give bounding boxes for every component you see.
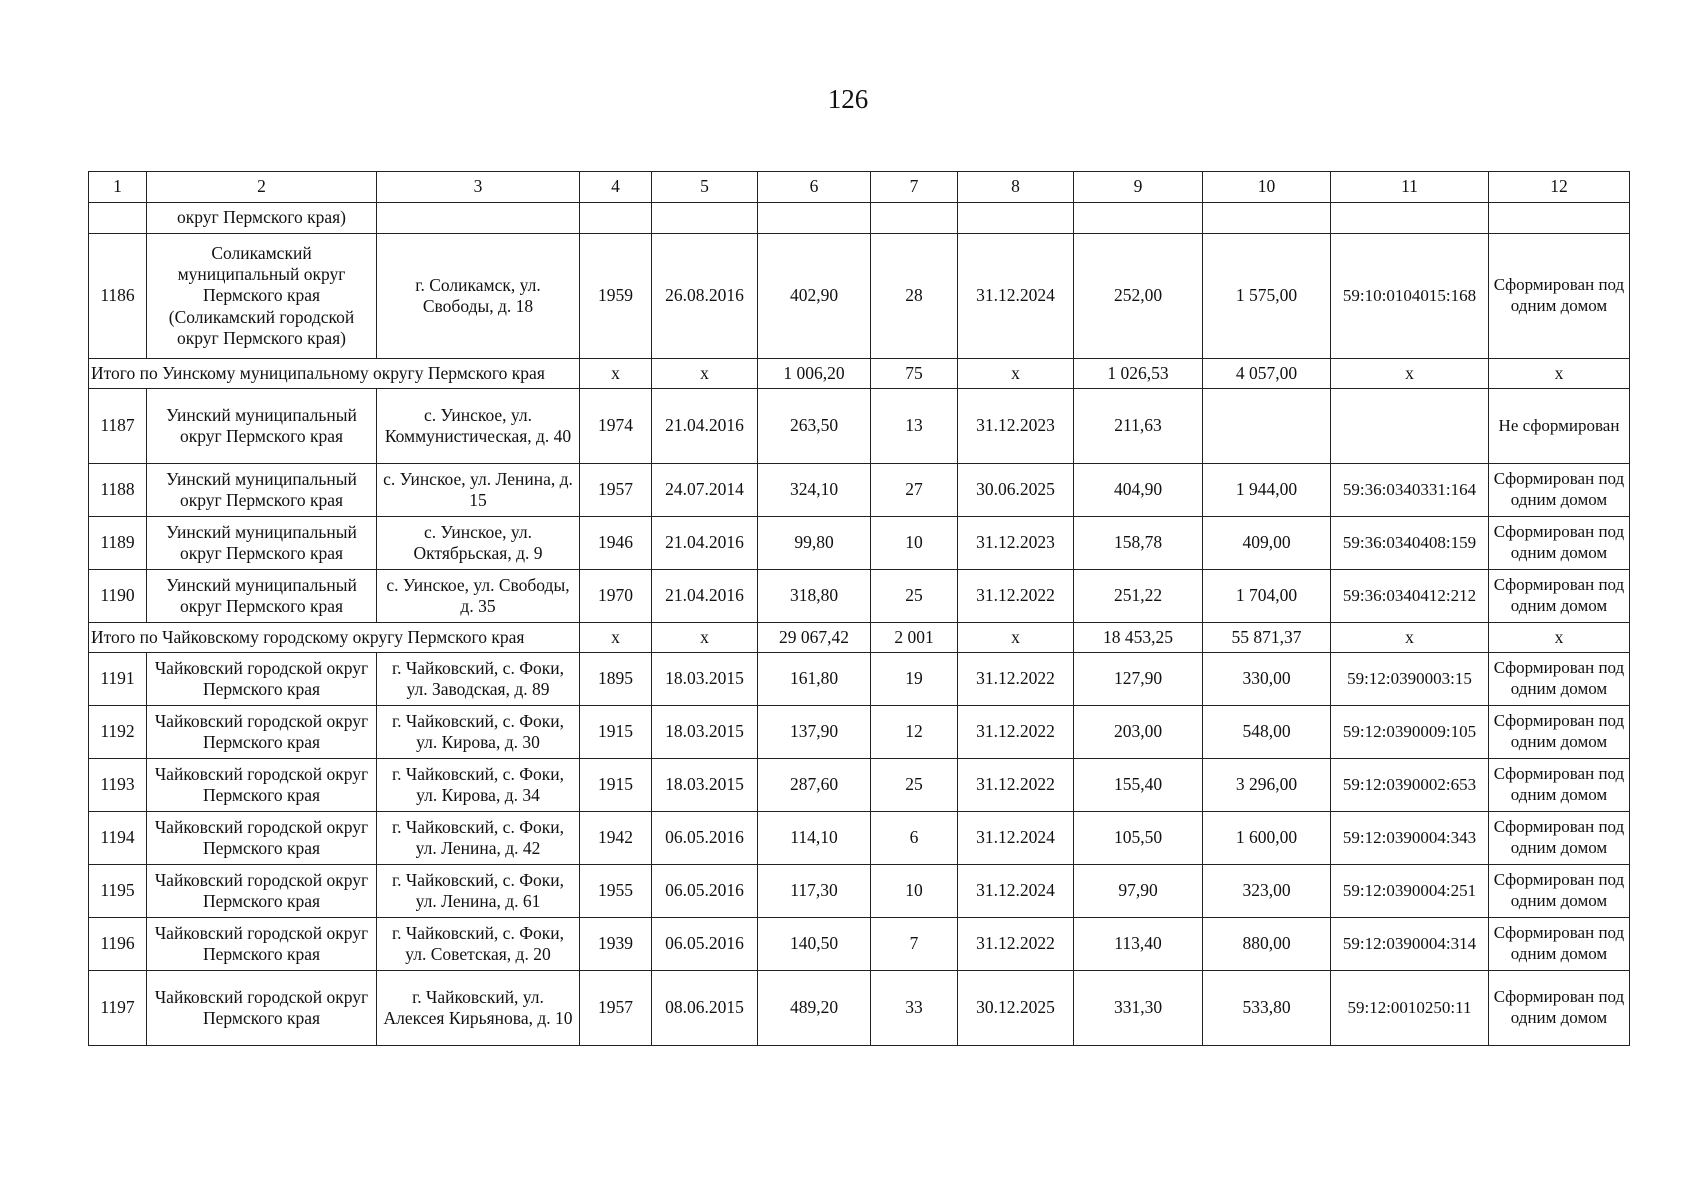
- cell-status: Сформирован под одним домом: [1489, 812, 1630, 865]
- cell-area2: 113,40: [1074, 918, 1203, 971]
- cell-year: 1915: [580, 759, 652, 812]
- cell-cadastral: 59:12:0010250:11: [1331, 971, 1489, 1046]
- cell-deadline: 31.12.2024: [958, 865, 1074, 918]
- cell-residents: 27: [871, 464, 958, 517]
- cell-area: 402,90: [758, 234, 871, 359]
- cell-municipality: Чайковский городской округ Пермского края: [147, 706, 377, 759]
- column-number-header-row: [89, 172, 1630, 203]
- cell-date: 06.05.2016: [652, 812, 758, 865]
- cell-year: 1946: [580, 517, 652, 570]
- cell-number: 1197: [89, 971, 147, 1046]
- cell-deadline: 31.12.2024: [958, 812, 1074, 865]
- cell-date: 21.04.2016: [652, 570, 758, 623]
- cell-municipality: Чайковский городской округ Пермского края: [147, 653, 377, 706]
- cell-status: Не сформирован: [1489, 389, 1630, 464]
- cell-number: 1193: [89, 759, 147, 812]
- table-row: [89, 759, 1630, 812]
- cell-address: с. Уинское, ул. Коммунистическая, д. 40: [377, 389, 580, 464]
- cell-land-area: 3 296,00: [1203, 759, 1331, 812]
- cell-land-area: 323,00: [1203, 865, 1331, 918]
- column-header: 7: [871, 172, 958, 203]
- table-row: [89, 653, 1630, 706]
- cell-area: 99,80: [758, 517, 871, 570]
- cell-number: 1186: [89, 234, 147, 359]
- cell-area2: 155,40: [1074, 759, 1203, 812]
- cell-area: 117,30: [758, 865, 871, 918]
- total-cell: x: [1489, 359, 1630, 389]
- total-cell: x: [580, 359, 652, 389]
- cell-address: с. Уинское, ул. Октябрьская, д. 9: [377, 517, 580, 570]
- cell-municipality: Чайковский городской округ Пермского края: [147, 812, 377, 865]
- cell-municipality: Соликамский муниципальный округ Пермского края (Соликамский городской округ Пермского края): [147, 234, 377, 359]
- table-row: [89, 706, 1630, 759]
- cell-date: 08.06.2015: [652, 971, 758, 1046]
- cell-empty: [958, 203, 1074, 234]
- cell-cadastral: 59:12:0390002:653: [1331, 759, 1489, 812]
- column-header: 4: [580, 172, 652, 203]
- cell-area: 161,80: [758, 653, 871, 706]
- cell-deadline: 30.12.2025: [958, 971, 1074, 1046]
- total-cell: 29 067,42: [758, 623, 871, 653]
- cell-number: 1189: [89, 517, 147, 570]
- cell-cadastral: 59:10:0104015:168: [1331, 234, 1489, 359]
- cell-land-area: 1 575,00: [1203, 234, 1331, 359]
- cell-area2: 158,78: [1074, 517, 1203, 570]
- cell-area2: 97,90: [1074, 865, 1203, 918]
- column-header: 3: [377, 172, 580, 203]
- column-header: 8: [958, 172, 1074, 203]
- cell-status: Сформирован под одним домом: [1489, 570, 1630, 623]
- cell-number: 1195: [89, 865, 147, 918]
- cell-address: г. Чайковский, с. Фоки, ул. Советская, д. 20: [377, 918, 580, 971]
- continuation-row: [89, 203, 1630, 234]
- table-row: [89, 865, 1630, 918]
- cell-status: Сформирован под одним домом: [1489, 653, 1630, 706]
- total-cell: x: [958, 359, 1074, 389]
- table-row: [89, 812, 1630, 865]
- cell-address: г. Чайковский, с. Фоки, ул. Заводская, д. 89: [377, 653, 580, 706]
- table-row: [89, 389, 1630, 464]
- cell-address: с. Уинское, ул. Свободы, д. 35: [377, 570, 580, 623]
- cell-residents: 25: [871, 759, 958, 812]
- cell-year: 1942: [580, 812, 652, 865]
- cell-municipality: Уинский муниципальный округ Пермского края: [147, 389, 377, 464]
- cell-address: г. Чайковский, ул. Алексея Кирьянова, д. 10: [377, 971, 580, 1046]
- cell-empty: [89, 203, 147, 234]
- cell-empty: [1074, 203, 1203, 234]
- cell-cadastral: 59:36:0340412:212: [1331, 570, 1489, 623]
- cell-year: 1915: [580, 706, 652, 759]
- total-cell: x: [958, 623, 1074, 653]
- column-header: 2: [147, 172, 377, 203]
- cell-status: Сформирован под одним домом: [1489, 517, 1630, 570]
- cell-deadline: 31.12.2022: [958, 759, 1074, 812]
- cell-land-area: 880,00: [1203, 918, 1331, 971]
- cell-year: 1895: [580, 653, 652, 706]
- cell-residents: 13: [871, 389, 958, 464]
- cell-land-area: 548,00: [1203, 706, 1331, 759]
- cell-area: 287,60: [758, 759, 871, 812]
- cell-area2: 404,90: [1074, 464, 1203, 517]
- cell-year: 1974: [580, 389, 652, 464]
- cell-year: 1957: [580, 971, 652, 1046]
- cell-date: 21.04.2016: [652, 517, 758, 570]
- cell-number: 1191: [89, 653, 147, 706]
- cell-status: Сформирован под одним домом: [1489, 971, 1630, 1046]
- cell-empty: [652, 203, 758, 234]
- cell-land-area: 409,00: [1203, 517, 1331, 570]
- cell-area: 318,80: [758, 570, 871, 623]
- housing-registry-table: [88, 171, 1630, 1046]
- cell-status: Сформирован под одним домом: [1489, 464, 1630, 517]
- total-row: [89, 359, 1630, 389]
- cell-cadastral: [1331, 389, 1489, 464]
- cell-date: 26.08.2016: [652, 234, 758, 359]
- cell-residents: 10: [871, 865, 958, 918]
- total-row: [89, 623, 1630, 653]
- cell-cadastral: 59:12:0390004:314: [1331, 918, 1489, 971]
- cell-number: 1192: [89, 706, 147, 759]
- column-header: 10: [1203, 172, 1331, 203]
- column-header: 11: [1331, 172, 1489, 203]
- cell-year: 1959: [580, 234, 652, 359]
- cell-cadastral: 59:36:0340408:159: [1331, 517, 1489, 570]
- cell-year: 1939: [580, 918, 652, 971]
- column-header: 12: [1489, 172, 1630, 203]
- cell-empty: [871, 203, 958, 234]
- cell-deadline: 31.12.2024: [958, 234, 1074, 359]
- cell-municipality: Уинский муниципальный округ Пермского края: [147, 464, 377, 517]
- cell-area: 137,90: [758, 706, 871, 759]
- cell-area2: 331,30: [1074, 971, 1203, 1046]
- cell-deadline: 30.06.2025: [958, 464, 1074, 517]
- cell-address: г. Чайковский, с. Фоки, ул. Ленина, д. 42: [377, 812, 580, 865]
- cell-deadline: 31.12.2023: [958, 389, 1074, 464]
- total-cell: 75: [871, 359, 958, 389]
- cell-status: Сформирован под одним домом: [1489, 234, 1630, 359]
- total-cell: x: [1489, 623, 1630, 653]
- cell-empty: [580, 203, 652, 234]
- total-cell: x: [1331, 359, 1489, 389]
- cell-date: 18.03.2015: [652, 706, 758, 759]
- cell-area2: 211,63: [1074, 389, 1203, 464]
- cell-residents: 25: [871, 570, 958, 623]
- cell-date: 21.04.2016: [652, 389, 758, 464]
- cell-municipality: Чайковский городской округ Пермского края: [147, 918, 377, 971]
- cell-number: 1196: [89, 918, 147, 971]
- cell-area: 324,10: [758, 464, 871, 517]
- cell-year: 1970: [580, 570, 652, 623]
- cell-area2: 105,50: [1074, 812, 1203, 865]
- cell-number: 1190: [89, 570, 147, 623]
- cell-cadastral: 59:12:0390004:343: [1331, 812, 1489, 865]
- cell-year: 1957: [580, 464, 652, 517]
- cell-residents: 33: [871, 971, 958, 1046]
- cell-municipality: Чайковский городской округ Пермского края: [147, 759, 377, 812]
- cell-year: 1955: [580, 865, 652, 918]
- cell-number: 1188: [89, 464, 147, 517]
- total-cell: 1 006,20: [758, 359, 871, 389]
- cell-cadastral: 59:12:0390009:105: [1331, 706, 1489, 759]
- cell-deadline: 31.12.2023: [958, 517, 1074, 570]
- column-header: 6: [758, 172, 871, 203]
- cell-land-area: [1203, 389, 1331, 464]
- cell-municipality: Уинский муниципальный округ Пермского края: [147, 517, 377, 570]
- cell-residents: 7: [871, 918, 958, 971]
- cell-area2: 203,00: [1074, 706, 1203, 759]
- cell-status: Сформирован под одним домом: [1489, 918, 1630, 971]
- cell-residents: 28: [871, 234, 958, 359]
- cell-empty: [758, 203, 871, 234]
- cell-number: 1194: [89, 812, 147, 865]
- column-header: 9: [1074, 172, 1203, 203]
- cell-residents: 12: [871, 706, 958, 759]
- cell-date: 06.05.2016: [652, 918, 758, 971]
- cell-empty: [1489, 203, 1630, 234]
- column-header: 1: [89, 172, 147, 203]
- total-cell: 2 001: [871, 623, 958, 653]
- cell-area2: 251,22: [1074, 570, 1203, 623]
- cell-area: 140,50: [758, 918, 871, 971]
- cell-residents: 19: [871, 653, 958, 706]
- cell-status: Сформирован под одним домом: [1489, 865, 1630, 918]
- cell-land-area: 533,80: [1203, 971, 1331, 1046]
- cell-empty: [1203, 203, 1331, 234]
- page-number: 126: [827, 84, 869, 114]
- cell-address: г. Чайковский, с. Фоки, ул. Ленина, д. 61: [377, 865, 580, 918]
- cell-deadline: 31.12.2022: [958, 918, 1074, 971]
- total-label: Итого по Уинскому муниципальному округу Пермского края: [89, 359, 580, 389]
- cell-area: 263,50: [758, 389, 871, 464]
- table-row: [89, 570, 1630, 623]
- total-cell: x: [652, 359, 758, 389]
- total-cell: 1 026,53: [1074, 359, 1203, 389]
- total-cell: 55 871,37: [1203, 623, 1331, 653]
- table-body: [89, 172, 1630, 1046]
- cell-number: 1187: [89, 389, 147, 464]
- cell-municipality: округ Пермского края): [147, 203, 377, 234]
- cell-date: 24.07.2014: [652, 464, 758, 517]
- cell-empty: [1331, 203, 1489, 234]
- cell-land-area: 330,00: [1203, 653, 1331, 706]
- table-row: [89, 918, 1630, 971]
- cell-municipality: Уинский муниципальный округ Пермского края: [147, 570, 377, 623]
- cell-area2: 127,90: [1074, 653, 1203, 706]
- cell-residents: 6: [871, 812, 958, 865]
- cell-deadline: 31.12.2022: [958, 653, 1074, 706]
- cell-deadline: 31.12.2022: [958, 570, 1074, 623]
- table-row: [89, 234, 1630, 359]
- total-cell: 18 453,25: [1074, 623, 1203, 653]
- cell-area: 114,10: [758, 812, 871, 865]
- cell-land-area: 1 600,00: [1203, 812, 1331, 865]
- total-cell: x: [580, 623, 652, 653]
- cell-date: 18.03.2015: [652, 653, 758, 706]
- cell-municipality: Чайковский городской округ Пермского края: [147, 865, 377, 918]
- cell-residents: 10: [871, 517, 958, 570]
- cell-address: с. Уинское, ул. Ленина, д. 15: [377, 464, 580, 517]
- cell-address: г. Чайковский, с. Фоки, ул. Кирова, д. 30: [377, 706, 580, 759]
- cell-land-area: 1 944,00: [1203, 464, 1331, 517]
- cell-status: Сформирован под одним домом: [1489, 759, 1630, 812]
- total-cell: x: [652, 623, 758, 653]
- cell-area: 489,20: [758, 971, 871, 1046]
- cell-date: 06.05.2016: [652, 865, 758, 918]
- table-row: [89, 971, 1630, 1046]
- cell-deadline: 31.12.2022: [958, 706, 1074, 759]
- total-label: Итого по Чайковскому городскому округу Пермского края: [89, 623, 580, 653]
- total-cell: x: [1331, 623, 1489, 653]
- cell-land-area: 1 704,00: [1203, 570, 1331, 623]
- table-row: [89, 517, 1630, 570]
- cell-cadastral: 59:12:0390004:251: [1331, 865, 1489, 918]
- total-cell: 4 057,00: [1203, 359, 1331, 389]
- column-header: 5: [652, 172, 758, 203]
- cell-area2: 252,00: [1074, 234, 1203, 359]
- cell-empty: [377, 203, 580, 234]
- cell-cadastral: 59:36:0340331:164: [1331, 464, 1489, 517]
- cell-municipality: Чайковский городской округ Пермского края: [147, 971, 377, 1046]
- cell-status: Сформирован под одним домом: [1489, 706, 1630, 759]
- cell-address: г. Соликамск, ул. Свободы, д. 18: [377, 234, 580, 359]
- table-row: [89, 464, 1630, 517]
- cell-date: 18.03.2015: [652, 759, 758, 812]
- cell-cadastral: 59:12:0390003:15: [1331, 653, 1489, 706]
- cell-address: г. Чайковский, с. Фоки, ул. Кирова, д. 34: [377, 759, 580, 812]
